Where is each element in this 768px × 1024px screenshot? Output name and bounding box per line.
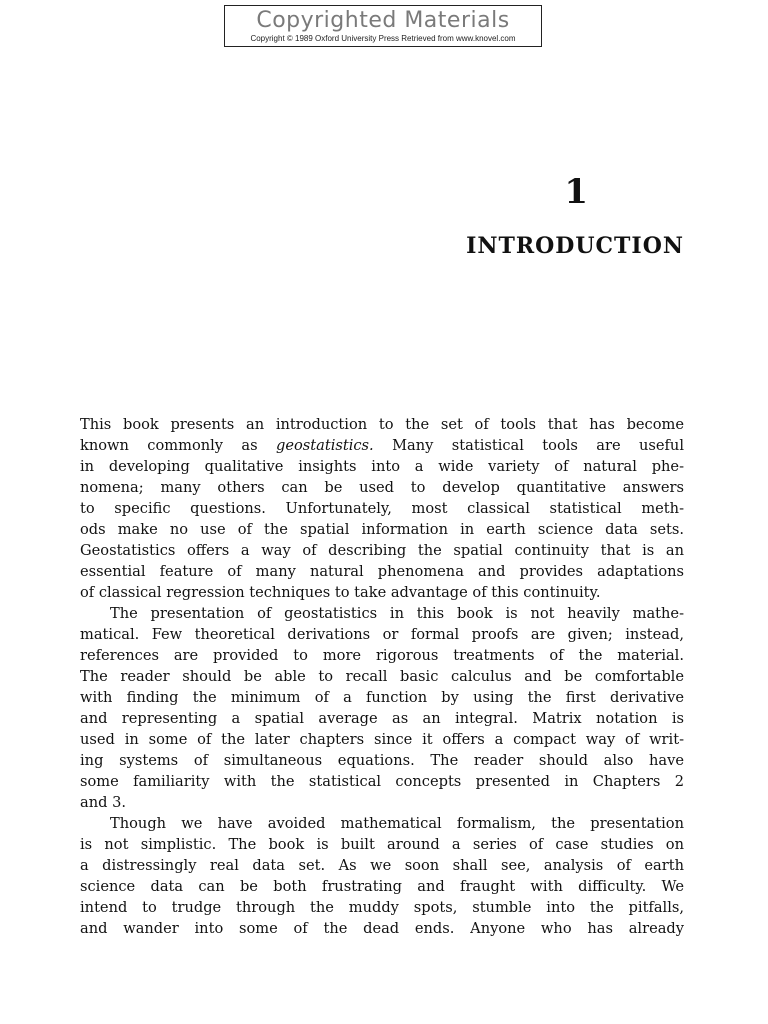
- paragraph-line: to specific questions. Unfortunately, most classical statistical meth-: [80, 500, 684, 517]
- paragraph-line: The reader should be able to recall basic calculus and be comfortable: [80, 668, 684, 685]
- paragraph-line: science data can be both frustrating and fraught with difficulty. We: [80, 878, 684, 895]
- body-text: [80, 414, 684, 939]
- emphasis-term: geostatistics.: [276, 437, 374, 454]
- paragraph-line: some familiarity with the statistical concepts presented in Chapters 2: [80, 773, 684, 790]
- paragraph-line: in developing qualitative insights into a wide variety of natural phe-: [80, 458, 684, 475]
- paragraph-line: is not simplistic. The book is built around a series of case studies on: [80, 836, 684, 853]
- paragraph-line: intend to trudge through the muddy spots, stumble into the pitfalls,: [80, 899, 684, 916]
- paragraph-line: Geostatistics offers a way of describing the spatial continuity that is an: [80, 542, 684, 559]
- paragraph-line: matical. Few theoretical derivations or formal proofs are given; instead,: [80, 626, 684, 643]
- paragraph-line: ing systems of simultaneous equations. The reader should also have: [80, 752, 684, 769]
- paragraph-line: The presentation of geostatistics in this book is not heavily mathe-: [110, 605, 684, 622]
- paragraph-line: of classical regression techniques to take advantage of this continuity.: [80, 584, 601, 601]
- chapter-title: INTRODUCTION: [466, 233, 684, 259]
- paragraph-line: essential feature of many natural phenomena and provides adaptations: [80, 563, 684, 580]
- copyright-watermark: [224, 5, 542, 47]
- text-run: known commonly as: [80, 437, 258, 454]
- text-run: Many statistical tools are useful: [392, 437, 684, 454]
- paragraph-line: used in some of the later chapters since it offers a compact way of writ-: [80, 731, 684, 748]
- paragraph-line: a distressingly real data set. As we soon shall see, analysis of earth: [80, 857, 684, 874]
- paragraph-line: references are provided to more rigorous treatments of the material.: [80, 647, 684, 664]
- paragraph-line: This book presents an introduction to the set of tools that has become: [80, 416, 684, 433]
- paragraph-line: and wander into some of the dead ends. Anyone who has already: [80, 920, 684, 937]
- copyright-title: Copyrighted Materials: [256, 8, 510, 33]
- paragraph-line: nomena; many others can be used to develop quantitative answers: [80, 479, 684, 496]
- paragraph-line: with finding the minimum of a function by using the first derivative: [80, 689, 684, 706]
- paragraph-line: and representing a spatial average as an integral. Matrix notation is: [80, 710, 684, 727]
- paragraph-line: ods make no use of the spatial information in earth science data sets.: [80, 521, 684, 538]
- paragraph-line: Though we have avoided mathematical formalism, the presentation: [110, 815, 684, 832]
- chapter-number: 1: [564, 172, 588, 212]
- paragraph-line: and 3.: [80, 794, 127, 811]
- copyright-notice: Copyright © 1989 Oxford University Press Retrieved from www.knovel.com: [250, 34, 516, 43]
- paragraph-line: [80, 435, 684, 456]
